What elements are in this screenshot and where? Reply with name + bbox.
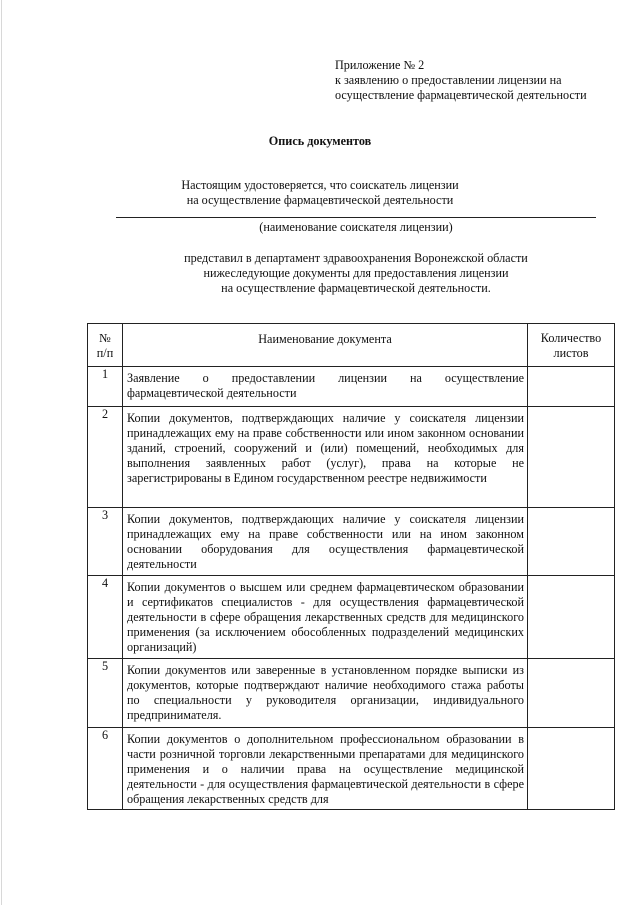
row-sheet-count[interactable]: [528, 508, 615, 576]
row-sheet-count[interactable]: [528, 659, 615, 728]
table-header-row: [88, 324, 615, 367]
row-document-cell: [123, 728, 528, 810]
row-document-cell: [123, 407, 528, 508]
row-document-name: Копии документов о высшем или среднем фармацевтическом образовании и сертификатов специалистов - для осуществления фармацевтической деятельности в сфере обращения лекарственных средств для медицинского применения (за исключением обособленных подразделений медицинских организаций): [127, 580, 524, 654]
row-document-name: Копии документов, подтверждающих наличие у соискателя лицензии принадлежащих ему на праве собственности или на ином законном основании оборудования для осуществления фармацевтической деятельности: [127, 512, 524, 571]
row-document-cell: [123, 367, 528, 407]
appendix-line-2: к заявлению о предоставлении лицензии на: [335, 73, 562, 87]
row-sheet-count[interactable]: [528, 576, 615, 659]
appendix-header: [335, 58, 625, 103]
header-qty: [528, 324, 615, 367]
applicant-name-line: [116, 217, 596, 218]
appendix-line-3: осуществление фармацевтической деятельности: [335, 88, 587, 102]
row-document-name: Заявление о предоставлении лицензии на осуществление фармацевтической деятельности: [127, 371, 524, 400]
certification-text: [0, 178, 640, 208]
row-sheet-count[interactable]: [528, 728, 615, 810]
row-sheet-count[interactable]: [528, 367, 615, 407]
row-number: 4: [88, 576, 123, 659]
submission-line-3: на осуществление фармацевтической деятельности.: [221, 281, 491, 295]
table-row: [88, 728, 615, 810]
table-row: [88, 367, 615, 407]
row-sheet-count[interactable]: [528, 407, 615, 508]
row-number: 2: [88, 407, 123, 508]
table-row: [88, 659, 615, 728]
row-document-cell: [123, 576, 528, 659]
header-qty-line-1: Количество: [540, 331, 602, 345]
row-document-name: Копии документов о дополнительном профессиональном образовании в части розничной торговли лекарственными препаратами для медицинского применения и о наличии права на осуществление медицинской деятельности - для осуществления фармацевтической деятельности в сфере обращения лекарственных средств для: [127, 732, 524, 806]
row-document-cell: [123, 659, 528, 728]
table-row: [88, 508, 615, 576]
appendix-line-1: Приложение № 2: [335, 58, 425, 72]
row-number: 5: [88, 659, 123, 728]
row-number: 3: [88, 508, 123, 576]
submission-text: [0, 251, 640, 296]
certification-line-1: Настоящим удостоверяется, что соискатель лицензии: [181, 178, 459, 192]
submission-line-1: представил в департамент здравоохранения Воронежской области: [184, 251, 528, 265]
header-name-label: Наименование документа: [258, 332, 392, 346]
row-number: 1: [88, 367, 123, 407]
header-num-line-1: №: [99, 331, 111, 345]
row-document-name: Копии документов, подтверждающих наличие у соискателя лицензии принадлежащих ему на праве собственности или ином законном основании зданий, строений, сооружений и (или) помещений, необходимых для выполнения заявленных работ (услуг), права на которые не зарегистрированы в Едином государственном реестре недвижимости: [127, 411, 524, 485]
header-name: [123, 324, 528, 367]
applicant-name-caption: (наименование соискателя лицензии): [259, 220, 453, 234]
header-qty-line-2: листов: [553, 346, 589, 360]
row-document-cell: [123, 508, 528, 576]
submission-line-2: нижеследующие документы для предоставления лицензии: [203, 266, 509, 280]
header-num: [88, 324, 123, 367]
documents-table: [87, 323, 615, 810]
header-num-line-2: п/п: [96, 346, 114, 360]
certification-line-2: на осуществление фармацевтической деятельности: [186, 193, 454, 207]
row-number: 6: [88, 728, 123, 810]
table-row: [88, 407, 615, 508]
table-row: [88, 576, 615, 659]
document-title: Опись документов: [268, 134, 372, 148]
row-document-name: Копии документов или заверенные в установленном порядке выписки из документов, которые подтверждают наличие необходимого стажа работы по специальности у руководителя организации, индивидуального предпринимателя.: [127, 663, 524, 722]
